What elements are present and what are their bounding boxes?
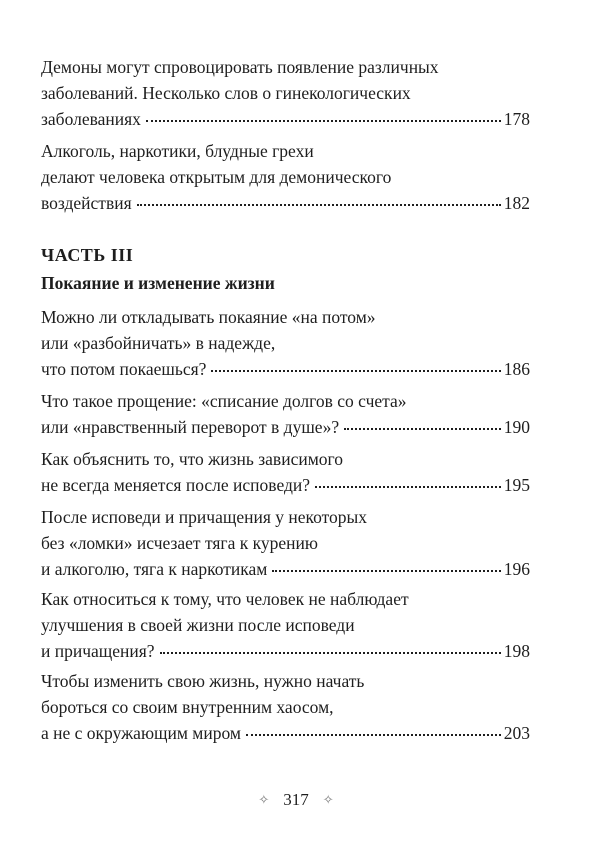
toc-entry-line: После исповеди и причащения у некоторых — [41, 507, 368, 527]
toc-page-number: 178 — [503, 109, 530, 129]
dot-leader — [146, 119, 501, 122]
toc-entry — [41, 388, 530, 440]
toc-page-number: 182 — [503, 193, 530, 213]
dot-leader — [160, 651, 501, 654]
dot-leader — [246, 733, 501, 736]
toc-entry-line: или «разбойничать» в надежде, — [41, 333, 276, 353]
toc-entry-leader-line — [41, 720, 530, 746]
toc-entry-line: Чтобы изменить свою жизнь, нужно начать — [41, 671, 365, 691]
toc-entry — [41, 138, 530, 216]
folio-page-number: 317 — [283, 790, 309, 809]
toc-entry-line: не всегда меняется после исповеди? — [41, 475, 311, 495]
toc-entry-line: Демоны могут спровоцировать появление различных — [41, 57, 439, 77]
ornament-right-icon: ✧ — [322, 792, 334, 807]
toc-entry-line: без «ломки» исчезает тяга к курению — [41, 533, 318, 553]
toc-entry-line: Можно ли откладывать покаяние «на потом» — [41, 307, 376, 327]
toc-entry — [41, 668, 530, 746]
ornament-left-icon: ✧ — [258, 792, 270, 807]
toc-entry-leader-line — [41, 556, 530, 582]
toc-entry — [41, 504, 530, 582]
toc-page-number: 198 — [503, 641, 530, 661]
dot-leader — [137, 203, 501, 206]
toc-entry-line: воздействия — [41, 193, 132, 213]
toc-page-number: 196 — [503, 559, 530, 579]
part-title: ЧАСТЬ III — [41, 245, 134, 265]
toc-entry-line: Алкоголь, наркотики, блудные грехи — [41, 141, 314, 161]
toc-entry-line: заболеваниях — [41, 109, 141, 129]
toc-entry-line: и причащения? — [41, 641, 155, 661]
toc-page-number: 203 — [503, 723, 530, 743]
part-subtitle: Покаяние и изменение жизни — [41, 273, 275, 293]
toc-page-number: 195 — [503, 475, 530, 495]
toc-entry-line: бороться со своим внутренним хаосом, — [41, 697, 334, 717]
toc-entry-line: и алкоголю, тяга к наркотикам — [41, 559, 268, 579]
toc-entry — [41, 54, 530, 132]
toc-entry-line: а не с окружающим миром — [41, 723, 241, 743]
toc-entry-leader-line — [41, 414, 530, 440]
toc-entry-line: или «нравственный переворот в душе»? — [41, 417, 340, 437]
toc-entry-leader-line — [41, 638, 530, 664]
page-folio — [0, 788, 592, 813]
toc-entry-line: что потом покаешься? — [41, 359, 207, 379]
toc-entry-line: Что такое прощение: «списание долгов со счета» — [41, 391, 407, 411]
toc-entry-line: заболеваний. Несколько слов о гинекологических — [41, 83, 411, 103]
dot-leader — [272, 569, 500, 572]
toc-entry — [41, 446, 530, 498]
toc-entry-line: улучшения в своей жизни после исповеди — [41, 615, 355, 635]
toc-entry — [41, 304, 530, 382]
dot-leader — [315, 485, 501, 488]
toc-entry — [41, 586, 530, 664]
toc-entry-leader-line — [41, 190, 530, 216]
toc-entry-leader-line — [41, 472, 530, 498]
toc-entry-line: Как относиться к тому, что человек не наблюдает — [41, 589, 409, 609]
toc-entry-line: Как объяснить то, что жизнь зависимого — [41, 449, 344, 469]
toc-page-number: 186 — [503, 359, 530, 379]
toc-entry-line: делают человека открытым для демонического — [41, 167, 392, 187]
toc-entry-leader-line — [41, 106, 530, 132]
dot-leader — [344, 427, 501, 430]
dot-leader — [211, 369, 500, 372]
toc-page-number: 190 — [503, 417, 530, 437]
toc-entry-leader-line — [41, 356, 530, 382]
